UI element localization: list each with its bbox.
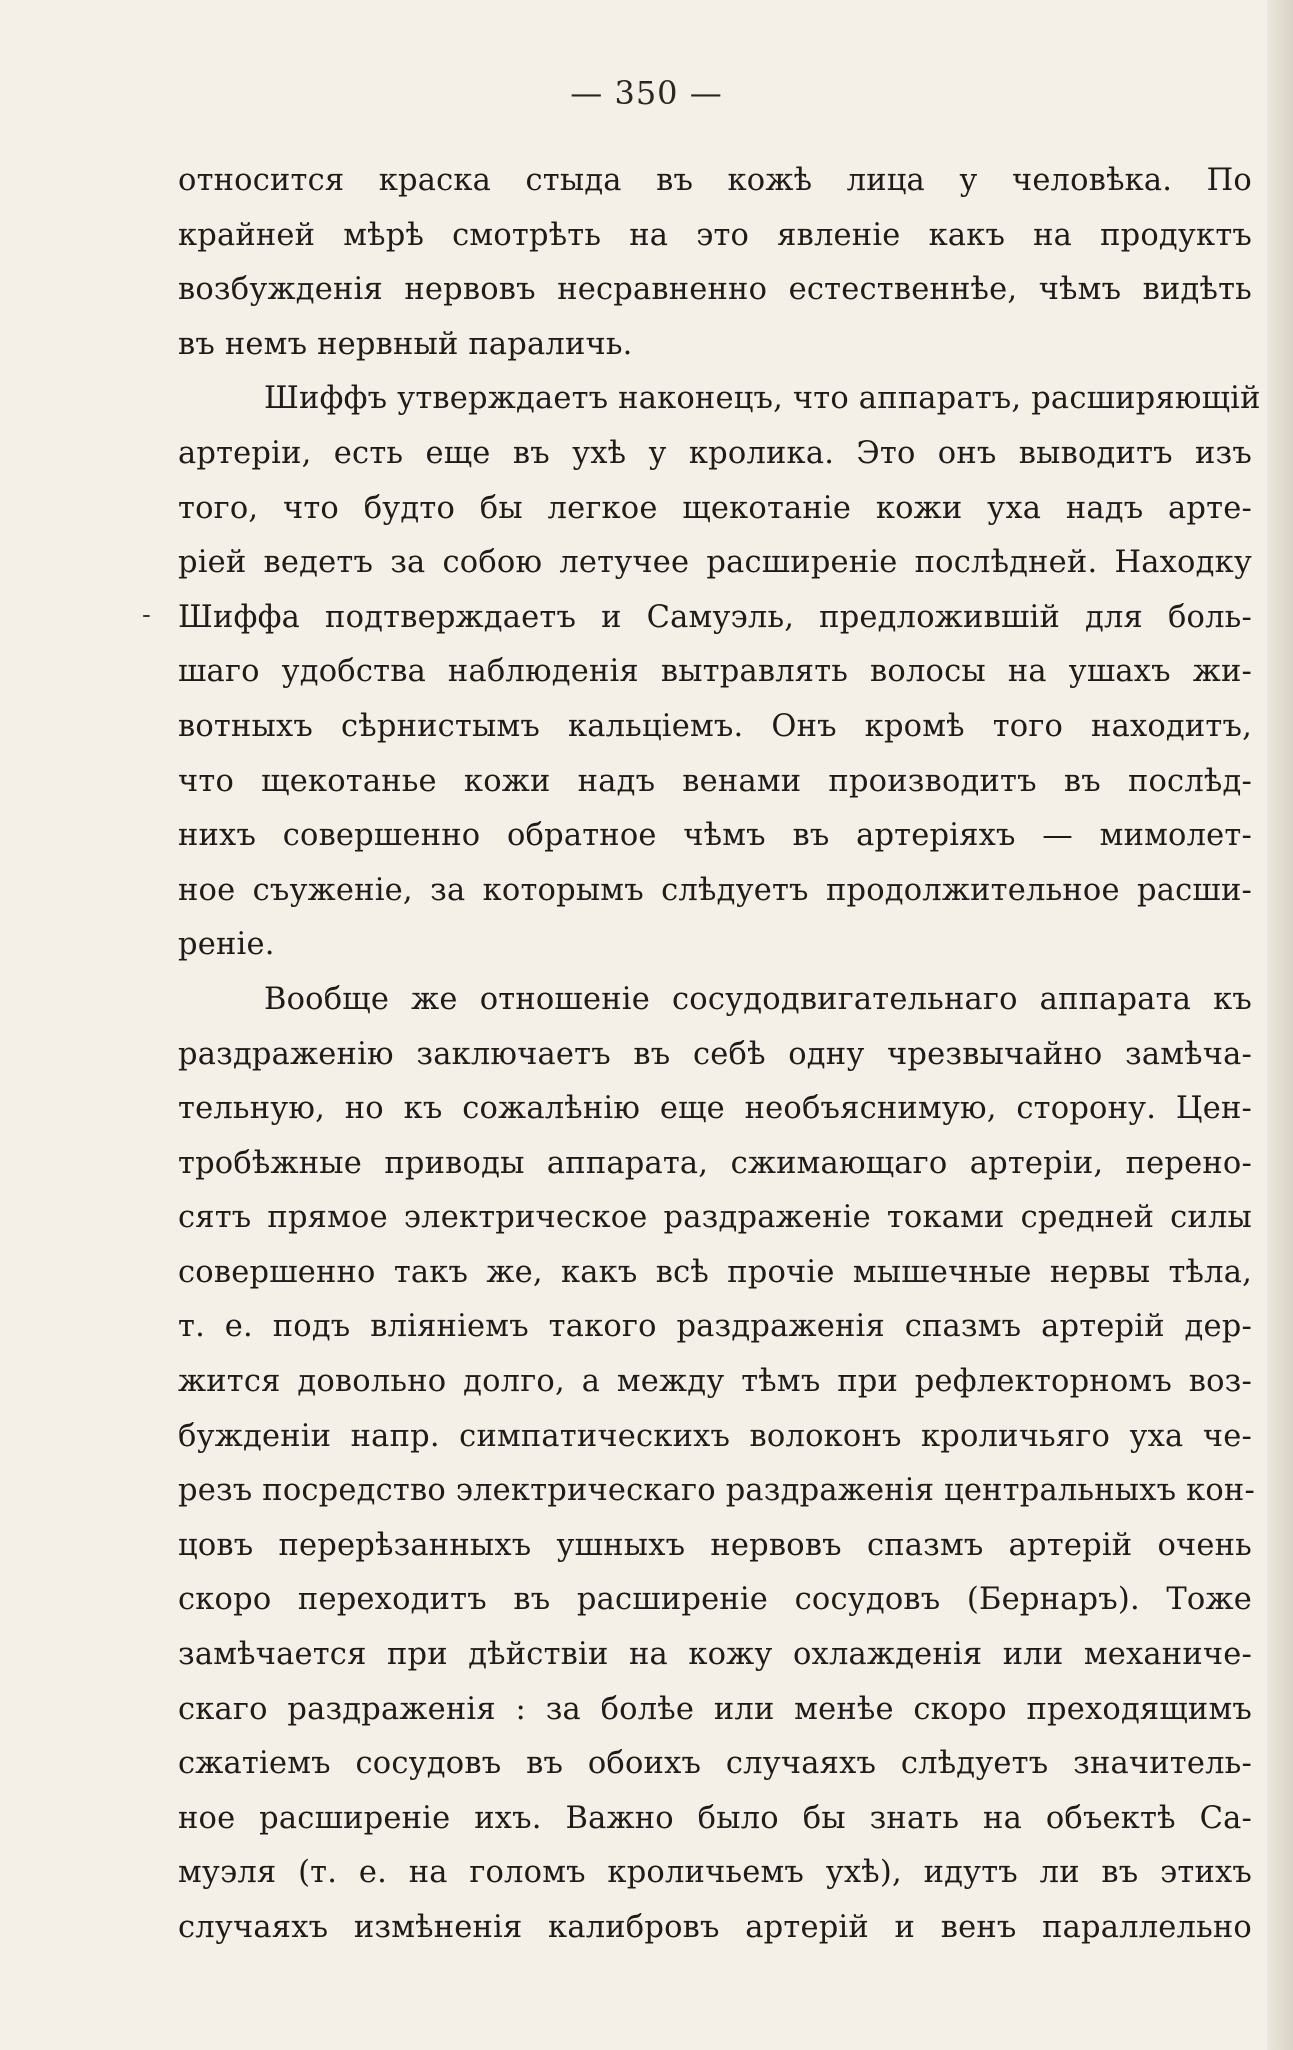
text-line: что щекотанье кожи надъ венами производитъ въ послѣд- <box>178 763 1252 799</box>
text-line: Шиффъ утверждаетъ наконецъ, что аппаратъ, расширяющій <box>264 381 1261 417</box>
margin-mark: - <box>142 600 151 630</box>
text-line: въ немъ нервный параличь. <box>178 326 633 362</box>
text-line: жится довольно долго, а между тѣмъ при рефлекторномъ воз- <box>178 1364 1252 1400</box>
text-line: скаго раздраженія : за болѣе или менѣе скоро преходящимъ <box>178 1691 1252 1727</box>
body-text <box>178 154 1261 1956</box>
text-line: муэля (т. е. на голомъ кроличьемъ ухѣ), идутъ ли въ этихъ <box>178 1855 1252 1891</box>
text-line: раздраженію заключаетъ въ себѣ одну чрезвычайно замѣча- <box>178 1036 1252 1072</box>
text-line: т. е. подъ вліяніемъ такого раздраженія спазмъ артерій дер- <box>178 1309 1252 1345</box>
text-line: возбужденія нервовъ несравненно естественнѣе, чѣмъ видѣть <box>178 272 1252 308</box>
text-line: бужденіи напр. симпатическихъ волоконъ кроличьяго уха че- <box>178 1418 1252 1454</box>
page-number: — 350 — <box>570 74 723 112</box>
text-line: замѣчается при дѣйствіи на кожу охлажденія или механиче- <box>178 1637 1252 1673</box>
text-line: ное съуженіе, за которымъ слѣдуетъ продолжительное расши- <box>178 872 1252 908</box>
text-line: скоро переходитъ въ расширеніе сосудовъ (Бернаръ). Тоже <box>178 1582 1252 1618</box>
text-line: сятъ прямое электрическое раздраженіе токами средней силы <box>178 1200 1252 1236</box>
text-line: артеріи, есть еще въ ухѣ у кролика. Это онъ выводитъ изъ <box>178 435 1252 471</box>
text-line: реніе. <box>178 927 275 963</box>
text-line: Вообще же отношеніе сосудодвигательнаго аппарата къ <box>264 981 1252 1017</box>
text-line: цовъ перерѣзанныхъ ушныхъ нервовъ спазмъ артерій очень <box>178 1527 1252 1563</box>
text-line: тельную, но къ сожалѣнію еще необъяснимую, сторону. Цен- <box>178 1091 1252 1127</box>
text-line: того, что будто бы легкое щекотаніе кожи уха надъ арте- <box>178 490 1252 526</box>
text-line: крайней мѣрѣ смотрѣть на это явленіе какъ на продуктъ <box>178 217 1252 253</box>
page-edge <box>1267 0 1293 2050</box>
text-line: тробѣжные приводы аппарата, сжимающаго артеріи, перено- <box>178 1145 1252 1181</box>
text-line: шаго удобства наблюденія вытравлять волосы на ушахъ жи- <box>178 654 1252 690</box>
text-line: ріей ведетъ за собою летучее расширеніе послѣдней. Находку <box>178 545 1252 581</box>
text-line: совершенно такъ же, какъ всѣ прочіе мышечные нервы тѣла, <box>178 1254 1252 1290</box>
text-line: Шиффа подтверждаетъ и Самуэль, предложившій для боль- <box>178 599 1252 635</box>
text-line: ное расширеніе ихъ. Важно было бы знать на объектѣ Са- <box>178 1800 1252 1836</box>
text-line: относится краска стыда въ кожѣ лица у человѣка. По <box>178 163 1252 198</box>
text-line: случаяхъ измѣненія калибровъ артерій и венъ параллельно <box>178 1910 1252 1945</box>
text-line: сжатіемъ сосудовъ въ обоихъ случаяхъ слѣдуетъ значитель- <box>178 1746 1252 1782</box>
text-line: вотныхъ сѣрнистымъ кальціемъ. Онъ кромѣ того находитъ, <box>178 708 1252 744</box>
text-line: резъ посредство электрическаго раздраженія центральныхъ кон- <box>178 1473 1255 1509</box>
text-line: нихъ совершенно обратное чѣмъ въ артеріяхъ — мимолет- <box>178 818 1252 854</box>
